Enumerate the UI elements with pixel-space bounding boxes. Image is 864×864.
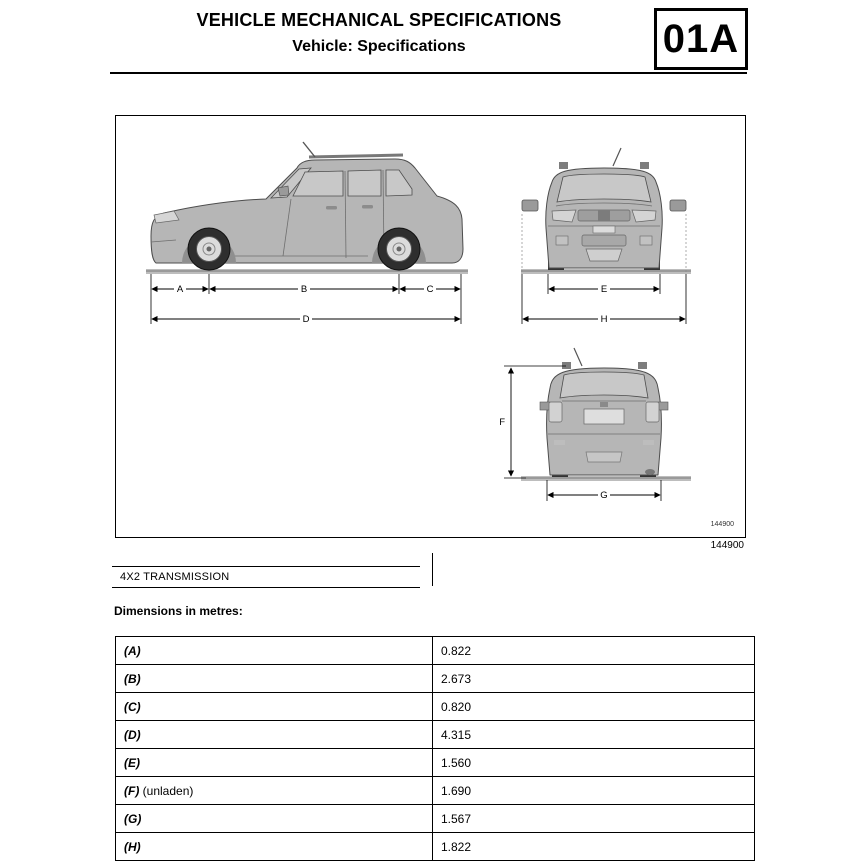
column-divider-tick (432, 553, 433, 586)
antenna (574, 348, 582, 366)
header-divider (110, 72, 747, 74)
dimension-key-cell (116, 749, 433, 777)
dim-value: 0.820 (441, 699, 472, 714)
right-taillight (646, 402, 659, 422)
dimension-value-cell (433, 637, 755, 665)
dim-label-a: A (176, 284, 184, 295)
dimensions-table (115, 636, 755, 861)
section-code: 01A (662, 16, 740, 61)
rear-plate (584, 409, 624, 424)
left-headlight (552, 210, 576, 222)
roof-rail-end (640, 162, 649, 169)
left-taillight (549, 402, 562, 422)
dim-label-g: G (600, 490, 608, 501)
dimension-key-cell (116, 833, 433, 861)
dim-value: 1.567 (441, 811, 472, 826)
dim-label-e: E (600, 284, 608, 295)
dim-label-c: C (426, 284, 434, 295)
dimension-value-cell (433, 665, 755, 693)
table-row (116, 693, 755, 721)
dim-key: (E) (124, 755, 140, 770)
right-reflector (643, 440, 654, 445)
dimension-value-cell (433, 693, 755, 721)
right-mirror (670, 200, 686, 211)
table-row (116, 777, 755, 805)
dimension-key-cell (116, 637, 433, 665)
transmission-section-label (112, 566, 420, 588)
dim-value: 1.690 (441, 783, 472, 798)
dim-key: (A) (124, 643, 141, 658)
front-wheel (188, 228, 230, 270)
rear-wheel (378, 228, 420, 270)
dim-key: (G) (124, 811, 142, 826)
right-headlight (632, 210, 656, 222)
dimension-key-cell (116, 693, 433, 721)
dim-label-h: H (600, 314, 608, 325)
dimensions-table-body (116, 637, 755, 861)
dim-key: (D) (124, 727, 141, 742)
right-mirror (658, 402, 668, 410)
door-handle (326, 206, 337, 210)
table-row (116, 833, 755, 861)
dimension-key-cell (116, 777, 433, 805)
table-row (116, 665, 755, 693)
lower-grille (582, 235, 626, 246)
left-mirror (540, 402, 550, 410)
dimension-key-cell (116, 665, 433, 693)
rear-window (560, 372, 648, 398)
front-view (521, 148, 691, 325)
side-mirror (278, 186, 289, 196)
vehicle-dimensions-figure (115, 115, 746, 538)
transmission-label-text: 4X2 TRANSMISSION (120, 571, 230, 583)
dimension-value-cell (433, 777, 755, 805)
table-row (116, 749, 755, 777)
table-row (116, 721, 755, 749)
roof-rail (309, 155, 403, 157)
dim-label-b: B (300, 284, 308, 295)
table-row (116, 805, 755, 833)
dim-value: 1.822 (441, 839, 472, 854)
side-view (146, 142, 468, 325)
rear-view (499, 348, 691, 501)
page-title: VEHICLE MECHANICAL SPECIFICATIONS (196, 10, 562, 30)
brand-badge (600, 402, 608, 407)
windshield-front (557, 174, 651, 202)
page-subtitle: Vehicle: Specifications (292, 38, 466, 55)
dim-key: (C) (124, 699, 141, 714)
exhaust (645, 469, 655, 475)
dimension-value-cell (433, 749, 755, 777)
dim-value: 1.560 (441, 755, 472, 770)
door-handle (362, 205, 373, 209)
dimension-key-cell (116, 721, 433, 749)
figure-ref-inner: 144900 (710, 521, 734, 528)
dim-value: 4.315 (441, 727, 472, 742)
vehicle-dimensions-diagram (116, 116, 745, 537)
table-row (116, 637, 755, 665)
antenna (303, 142, 315, 157)
left-fog-lamp (556, 236, 568, 245)
left-mirror (522, 200, 538, 211)
dim-label-f: F (499, 417, 505, 428)
rear-skid-plate (586, 452, 622, 462)
dimension-value-cell (433, 833, 755, 861)
right-fog-lamp (640, 236, 652, 245)
front-plate (593, 226, 615, 233)
side-dimensions (151, 274, 461, 325)
skid-plate (586, 249, 622, 261)
dim-label-d: D (302, 314, 310, 325)
roof-rail-end (562, 362, 571, 369)
section-code-box (654, 8, 748, 70)
dimensions-heading: Dimensions in metres: (114, 604, 243, 618)
dimension-value-cell (433, 805, 755, 833)
figure-ref-outer: 144900 (710, 540, 744, 551)
roof-rail-end (559, 162, 568, 169)
roof-rail-end (638, 362, 647, 369)
dimension-value-cell (433, 721, 755, 749)
rear-door-window (348, 170, 381, 196)
dim-value: 2.673 (441, 671, 472, 686)
page-header (110, 10, 648, 56)
dim-key: (B) (124, 671, 141, 686)
antenna (613, 148, 621, 166)
dim-value: 0.822 (441, 643, 472, 658)
dim-key: (F) (124, 783, 140, 798)
dim-note: (unladen) (139, 783, 194, 798)
dim-key: (H) (124, 839, 141, 854)
brand-badge (598, 210, 610, 221)
dimension-key-cell (116, 805, 433, 833)
left-reflector (554, 440, 565, 445)
